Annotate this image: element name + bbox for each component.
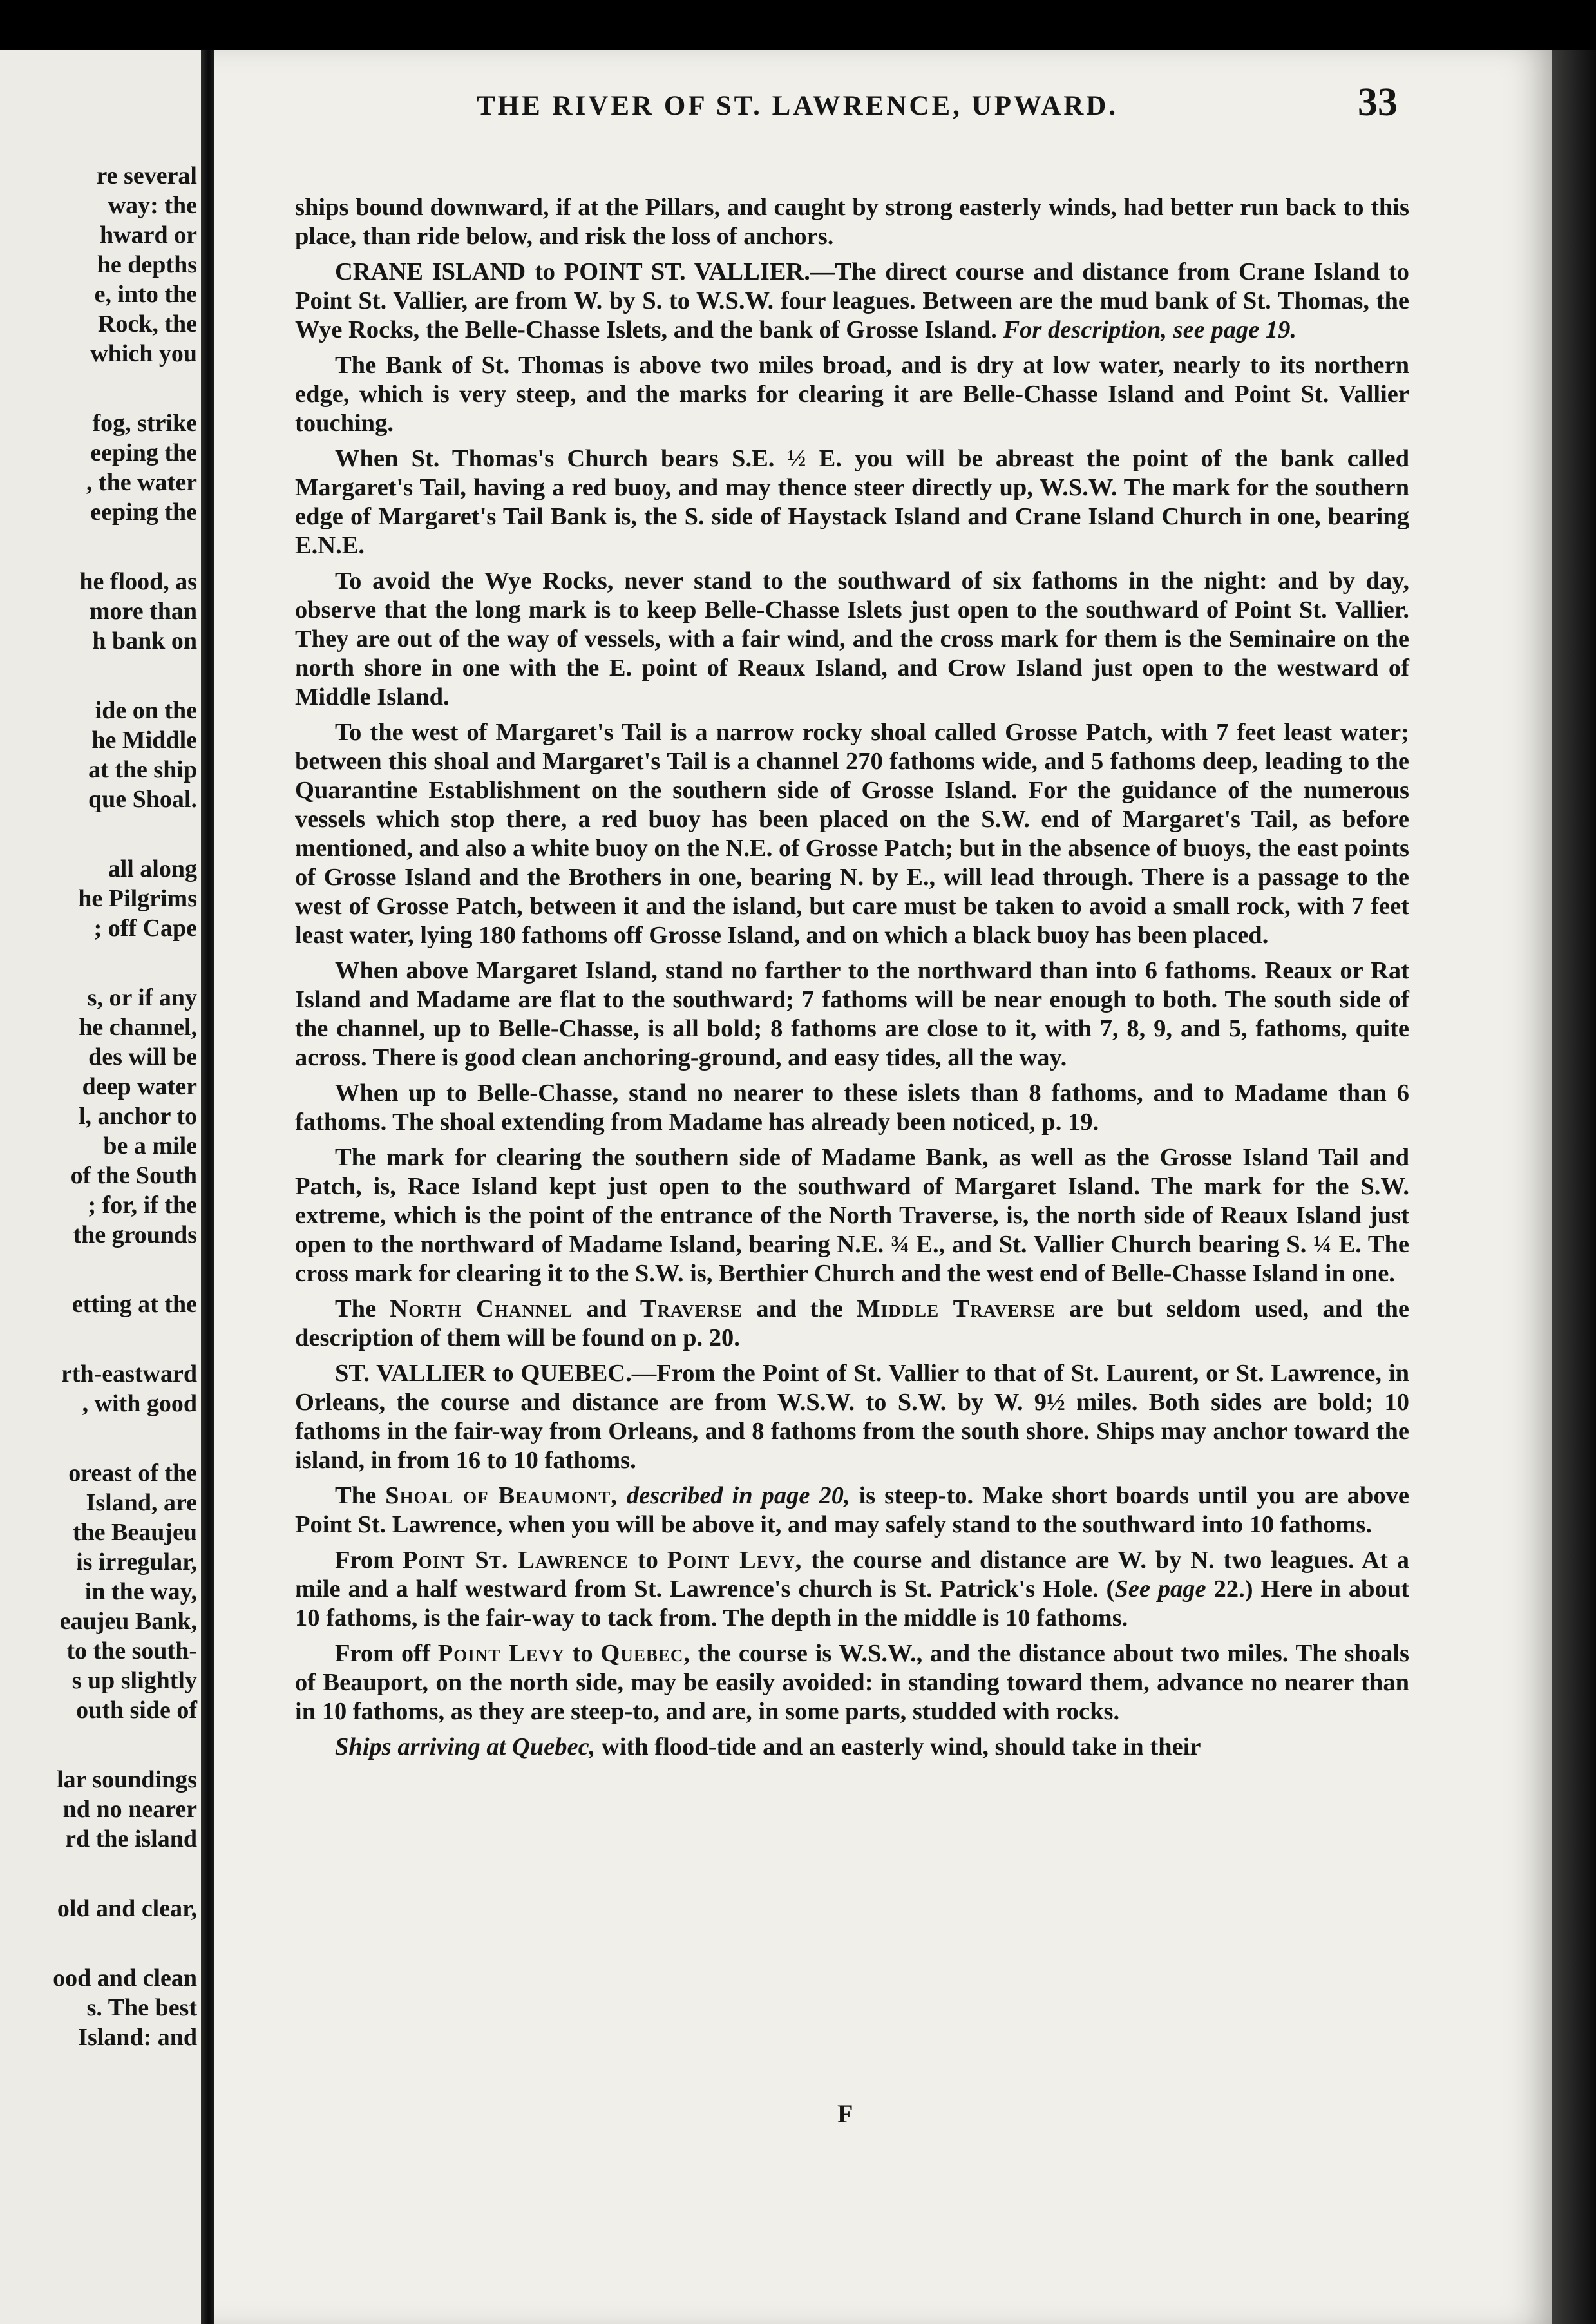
- facing-page-line: in the way,: [84, 1578, 197, 1605]
- facing-page-line: the grounds: [73, 1221, 197, 1248]
- paragraph: The North Channel and Traverse and the Middle Traverse are but seldom used, and the description of them will be found on p. 20.: [295, 1295, 1410, 1351]
- facing-page-line: old and clear,: [57, 1895, 197, 1922]
- paragraph: The Bank of St. Thomas is above two miles broad, and is dry at low water, nearly to its northern edge, which is very steep, and the marks for clearing it are Belle-Chasse Island and Point St. Vallier touching.: [295, 352, 1409, 437]
- facing-page-line: he depths: [97, 251, 197, 278]
- facing-page-line: at the ship: [88, 756, 197, 783]
- facing-page-line: he Pilgrims: [78, 885, 197, 912]
- paragraph: To avoid the Wye Rocks, never stand to the southward of six fathoms in the night: and by day, observe that the long mark is to keep Belle-Chasse Islets just open to the southward of Point St. Vallier. They are out of the way of vessels, with a fair wind, and the cross mark for them is the Seminaire on the north shore in one with the E. point of Reaux Island, and Crow Island just open to the westward of Middle Island.: [295, 567, 1409, 710]
- facing-page-line: , the water: [86, 469, 197, 496]
- page-edge-shadow: [1552, 50, 1596, 2324]
- facing-page-line: ; for, if the: [88, 1192, 197, 1219]
- facing-page-line: to the south-: [66, 1637, 197, 1664]
- facing-page-line: fog, strike: [92, 410, 197, 437]
- facing-page-line: Rock, the: [97, 310, 197, 338]
- paragraph: ST. VALLIER to QUEBEC.—From the Point of St. Vallier to that of St. Laurent, or St. Lawrence, in Orleans, the course and distance are from W.S.W. to S.W. by W. 9½ miles. Both sides are bold; 10 fathoms in the fair-way from Orleans, and 8 fathoms from the south shore. Ships may anchor toward the island, in from 16 to 10 fathoms.: [295, 1360, 1410, 1474]
- facing-page-line: be a mile: [103, 1132, 197, 1159]
- facing-page-line: rd the island: [65, 1825, 197, 1853]
- facing-page-line: nd no nearer: [62, 1796, 197, 1823]
- paragraph: Ships arriving at Quebec, with flood-tide and an easterly wind, should take in their: [335, 1733, 1201, 1760]
- facing-page-line: s. The best: [86, 1994, 197, 2021]
- facing-page-line: etting at the: [71, 1291, 197, 1318]
- facing-page-line: s up slightly: [71, 1667, 197, 1694]
- facing-page-line: deep water: [82, 1073, 197, 1100]
- facing-page-line: , with good: [82, 1390, 197, 1417]
- facing-page-line: lar soundings: [57, 1766, 197, 1793]
- facing-page-line: h bank on: [92, 627, 197, 654]
- facing-page-line: which you: [90, 340, 197, 367]
- paragraph: From Point St. Lawrence to Point Levy, the course and distance are W. by N. two leagues. At a mile and a half westward from St. Lawrence's church is St. Patrick's Hole. (See page 22.) Here in about 10 fathoms, is the fair-way to tack from. The depth in the middle is 10 fathoms.: [295, 1547, 1410, 1632]
- facing-page-line: all along: [108, 855, 197, 882]
- facing-page-line: ; off Cape: [93, 915, 197, 942]
- paragraph: When above Margaret Island, stand no farther to the northward than into 6 fathoms. Reaux or Rat Island and Madame are flat to the southward; 7 fathoms will be near enough to both. The south side of the channel, up to Belle-Chasse, is all bold; 8 fathoms are close to it, with 7, 8, 9, and 5, fathoms, quite across. There is good clean anchoring-ground, and easy tides, all the way.: [295, 957, 1409, 1071]
- facing-page-line: eaujeu Bank,: [59, 1608, 197, 1635]
- facing-page-line: outh side of: [76, 1697, 197, 1724]
- facing-page-line: rth-eastward: [61, 1360, 197, 1387]
- facing-page-fragment: [0, 50, 201, 2324]
- facing-page-line: more than: [89, 598, 197, 625]
- book-gutter: [201, 50, 214, 2324]
- facing-page-line: que Shoal.: [88, 786, 197, 813]
- facing-page-line: is irregular,: [76, 1548, 197, 1576]
- facing-page-line: l, anchor to: [78, 1103, 197, 1130]
- facing-page-line: hward or: [100, 222, 197, 249]
- facing-page-line: e, into the: [94, 281, 197, 308]
- facing-page-line: of the South: [70, 1162, 197, 1189]
- page-number: 33: [1358, 81, 1398, 124]
- paragraph: When St. Thomas's Church bears S.E. ½ E. you will be abreast the point of the bank called Margaret's Tail, having a red buoy, and may thence steer directly up, W.S.W. The mark for the southern edge of Margaret's Tail Bank is, the S. side of Haystack Island and Crane Island Church in one, bearing E.N.E.: [295, 445, 1409, 559]
- facing-page-line: the Beaujeu: [72, 1519, 197, 1546]
- running-header: [258, 81, 1596, 142]
- facing-page-line: s, or if any: [87, 984, 197, 1011]
- facing-page-line: ood and clean: [53, 1965, 197, 1992]
- page-reference: For description, see page 19.: [1003, 316, 1297, 343]
- facing-page-line: way: the: [108, 192, 197, 219]
- facing-page-line: re several: [96, 162, 197, 189]
- facing-page-line: he flood, as: [79, 568, 197, 595]
- paragraph: To the west of Margaret's Tail is a narrow rocky shoal called Grosse Patch, with 7 feet least water; between this shoal and Margaret's Tail is a channel 270 fathoms wide, and 5 fathoms deep, leading to the Quarantine Establishment on the southern side of Grosse Island. For the guidance of the numerous vessels which stop there, a red buoy has been placed on the S.W. end of Margaret's Tail, as before mentioned, and also a white buoy on the N.E. of Grosse Patch; but in the absence of buoys, the east points of Grosse Island and the Brothers in one, bearing N. by E., will lead through. There is a passage to the west of Grosse Patch, between it and the island, but care must be taken to avoid a small rock, with 7 feet least water, lying 180 fathoms off Grosse Island, and on which a black buoy has been placed.: [295, 719, 1409, 949]
- paragraph: From off Point Levy to Quebec, the course is W.S.W., and the distance about two miles. The shoals of Beauport, on the north side, may be easily avoided: in standing toward them, advance no nearer than in 10 fathoms, as they are steep-to, and are, in some parts, studded with rocks.: [295, 1640, 1410, 1725]
- facing-page-line: des will be: [88, 1043, 197, 1071]
- facing-page-line: eeping the: [90, 439, 197, 466]
- facing-page-line: oreast of the: [68, 1460, 197, 1487]
- facing-page-line: Island, are: [86, 1489, 197, 1516]
- facing-page-line: he Middle: [91, 727, 197, 754]
- paragraph: The mark for clearing the southern side of Madame Bank, as well as the Grosse Island Tail and Patch, is, Race Island kept just open to the southward of Margaret Island. The mark for the S.W. extreme, which is the point of the entrance of the North Traverse, is, the north side of Reaux Island just open to the northward of Madame Island, bearing N.E. ¾ E., and St. Vallier Church bearing S. ¼ E. The cross mark for clearing it to the S.W. is, Berthier Church and the west end of Belle-Chasse Island in one.: [295, 1144, 1409, 1287]
- body-text: [295, 193, 1409, 1768]
- section-heading: ST. VALLIER to QUEBEC.: [335, 1360, 632, 1387]
- running-title: THE RIVER OF ST. LAWRENCE, UPWARD.: [477, 91, 1119, 121]
- paragraph: When up to Belle-Chasse, stand no nearer to these islets than 8 fathoms, and to Madame than 6 fathoms. The shoal extending from Madame has already been noticed, p. 19.: [295, 1080, 1409, 1136]
- facing-page-line: Island: and: [78, 2024, 197, 2051]
- paragraph: CRANE ISLAND to POINT ST. VALLIER.—The direct course and distance from Crane Island to Point St. Vallier, are from W. by S. to W.S.W. four leagues. Between are the mud bank of St. Thomas, the Wye Rocks, the Belle-Chasse Islets, and the bank of Grosse Island. For description, see page 19.: [295, 258, 1409, 343]
- paragraph: The Shoal of Beaumont, described in page 20, is steep-to. Make short boards until you are above Point St. Lawrence, when you will be above it, and may safely stand to the southward into 10 fathoms.: [295, 1482, 1409, 1538]
- facing-page-line: he channel,: [79, 1014, 197, 1041]
- section-heading: CRANE ISLAND to POINT ST. VALLIER.: [335, 258, 810, 285]
- facing-page-line: ide on the: [95, 697, 197, 724]
- paragraph: ships bound downward, if at the Pillars, and caught by strong easterly winds, had better run back to this place, than ride below, and risk the loss of anchors.: [295, 194, 1409, 250]
- facing-page-line: eeping the: [90, 499, 197, 526]
- signature-mark: F: [837, 2099, 853, 2128]
